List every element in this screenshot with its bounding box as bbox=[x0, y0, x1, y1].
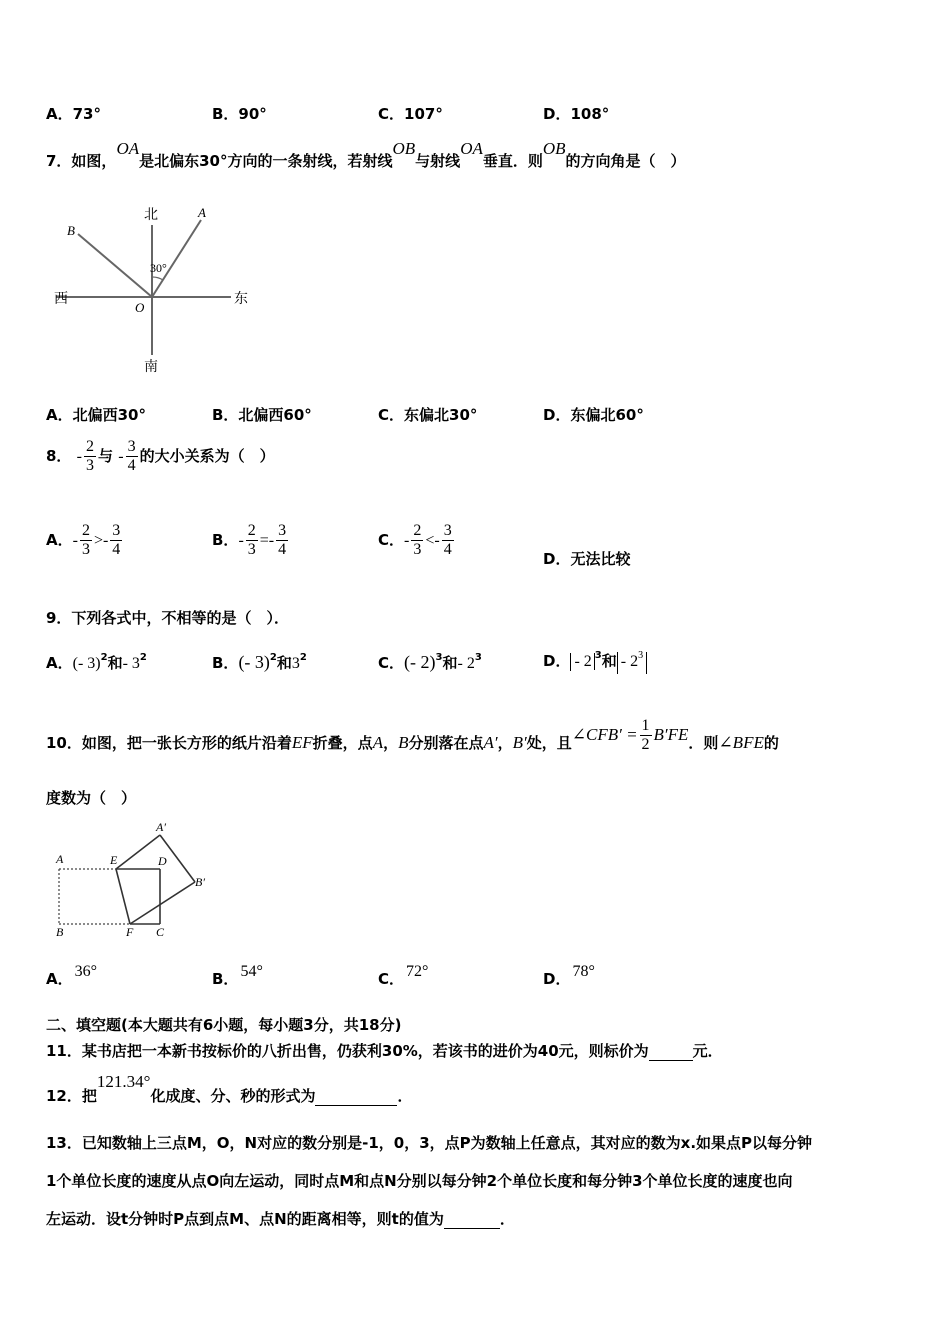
q11-answer-blank bbox=[649, 1044, 693, 1061]
edge-ea-prime bbox=[116, 835, 160, 869]
q10-stem: 10．如图，把一张长方形的纸片沿着EF折叠，点A，B分别落在点A′，B′处，且∠CFB′ = $\frac{1}{2}$ B′FE．则∠BFE的 bbox=[46, 717, 779, 753]
q10-option-c: C． 72° bbox=[378, 963, 429, 988]
q10-option-d: D． 78° bbox=[543, 963, 595, 988]
q12-angle-value: 121.34° bbox=[96, 1072, 151, 1091]
label-a: A bbox=[198, 205, 206, 220]
q8-option-d: D．无法比较 bbox=[543, 550, 631, 568]
fraction: $\frac{3}{4}$ bbox=[443, 522, 452, 558]
q7-ray-oa: OA bbox=[116, 139, 140, 158]
point-a: A bbox=[372, 733, 384, 752]
fig-label-a-prime: A′ bbox=[156, 820, 166, 834]
fraction: $\frac{2}{3}$ bbox=[81, 522, 90, 558]
q9-stem: 9．下列各式中，不相等的是（ ）． bbox=[46, 609, 289, 627]
q13-answer-blank bbox=[444, 1212, 500, 1229]
fig-label-d: D bbox=[158, 854, 167, 868]
fraction: $\frac{2}{3}$ bbox=[413, 522, 422, 558]
fig-label-c: C bbox=[156, 925, 165, 939]
q7-compass-figure bbox=[46, 200, 266, 380]
ray-ob bbox=[78, 234, 152, 297]
label-west: 西 bbox=[54, 292, 68, 307]
fraction: $\frac{2}{3}$ bbox=[247, 522, 256, 558]
label-o: O bbox=[135, 300, 145, 315]
q10-condition: ∠CFB′ = $\frac{1}{2}$ B′FE bbox=[571, 717, 689, 753]
label-south: 南 bbox=[144, 360, 158, 375]
q7-option-b: B．北偏西60° bbox=[212, 406, 312, 424]
point-a-prime: A′ bbox=[483, 733, 498, 752]
fig-label-a: A bbox=[56, 852, 64, 866]
abs-value: - $2^3$ bbox=[617, 652, 647, 674]
point-b: B bbox=[398, 733, 409, 752]
fold-line-ef bbox=[116, 869, 130, 924]
q12-answer-blank bbox=[315, 1089, 397, 1106]
q7-option-d: D．东偏北60° bbox=[543, 406, 644, 424]
q11-stem: 11．某书店把一本新书按标价的八折出售，仍获利30%，若该书的进价为40元，则标价为 元． bbox=[46, 1042, 723, 1060]
angle-arc bbox=[152, 277, 163, 280]
q7-ray-oa-2: OA bbox=[460, 139, 483, 158]
label-north: 北 bbox=[144, 208, 158, 223]
fig-label-b: B bbox=[56, 925, 64, 939]
q9-option-b: B．(- 3)$^2$和$3^2$ bbox=[212, 652, 307, 672]
point-b-prime: B′ bbox=[512, 733, 527, 752]
q7-ray-ob-2: OB bbox=[542, 139, 566, 158]
q12-stem: 12．把121.34°化成度、分、秒的形式为 ． bbox=[46, 1072, 413, 1105]
q7-option-c: C．东偏北30° bbox=[378, 406, 478, 424]
q7-option-a: A．北偏西30° bbox=[46, 406, 146, 424]
fraction: $\frac{3}{4}$ bbox=[278, 522, 287, 558]
label-angle: 30° bbox=[150, 261, 167, 275]
q8-stem: 8． - $\frac{2}{3}$ 与 - $\frac{3}{4}$ 的大小关系为（ ） bbox=[46, 438, 275, 474]
fig-label-b-prime: B′ bbox=[195, 875, 205, 889]
q10-option-b: B． 54° bbox=[212, 963, 263, 988]
q10-folded-rectangle-figure bbox=[46, 818, 226, 943]
q8-option-b: B．- $\frac{2}{3}$ =- $\frac{3}{4}$ bbox=[212, 522, 287, 558]
q13-line-3: 左运动．设t分钟时P点到点M、点N的距离相等，则t的值为 ． bbox=[46, 1210, 515, 1228]
fraction: $\frac{3}{4}$ bbox=[112, 522, 121, 558]
q6-option-c: C．107° bbox=[378, 105, 443, 123]
section-heading-fill-in: 二、填空题(本大题共有6小题，每小题3分，共18分) bbox=[46, 1016, 402, 1034]
fig-label-f: F bbox=[126, 925, 134, 939]
q9-option-c: C．(- 2)$^3$和- $2^3$ bbox=[378, 652, 482, 672]
fig-label-e: E bbox=[110, 853, 118, 867]
ray-oa bbox=[152, 220, 201, 297]
q6-option-d: D．108° bbox=[543, 105, 610, 123]
q13-line-1: 13．已知数轴上三点M，O，N对应的数分别是-1，0，3，点P为数轴上任意点，其对应的数为x.如果点P以每分钟 bbox=[46, 1134, 813, 1152]
fraction-half: $\frac{1}{2}$ bbox=[641, 717, 650, 753]
q10-option-a: A． 36° bbox=[46, 963, 98, 988]
q8-option-a: A．- $\frac{2}{3}$ >- $\frac{3}{4}$ bbox=[46, 522, 121, 558]
q9-option-d: D． - 2 $^3$和 - $2^3$ bbox=[543, 650, 647, 674]
q7-ray-ob: OB bbox=[392, 139, 416, 158]
q7-stem: 7．如图，OA是北偏东30°方向的一条射线，若射线OB与射线OA垂直．则OB的方向角是（ ） bbox=[46, 139, 686, 170]
fraction-three-quarters: $\frac{3}{4}$ bbox=[127, 438, 136, 474]
label-east: 东 bbox=[234, 292, 248, 307]
q6-option-b: B．90° bbox=[212, 105, 267, 123]
q6-option-a: A．73° bbox=[46, 105, 101, 123]
edge-b-prime-f bbox=[130, 882, 195, 924]
q8-option-c: C．- $\frac{2}{3}$ <- $\frac{3}{4}$ bbox=[378, 522, 452, 558]
label-b: B bbox=[67, 223, 75, 238]
q9-option-a: A．(- 3)$^2$和- $3^2$ bbox=[46, 652, 147, 672]
angle-bfe: ∠BFE bbox=[718, 733, 764, 752]
fraction-two-thirds: $\frac{2}{3}$ bbox=[86, 438, 94, 474]
q10-stem-line2: 度数为（ ） bbox=[46, 789, 137, 807]
abs-open: - 2 bbox=[570, 653, 594, 671]
segment-ef: EF bbox=[291, 733, 313, 752]
q13-line-2: 1个单位长度的速度从点O向左运动，同时点M和点N分别以每分钟2个单位长度和每分钟3个单位长度的速度也向 bbox=[46, 1172, 793, 1190]
